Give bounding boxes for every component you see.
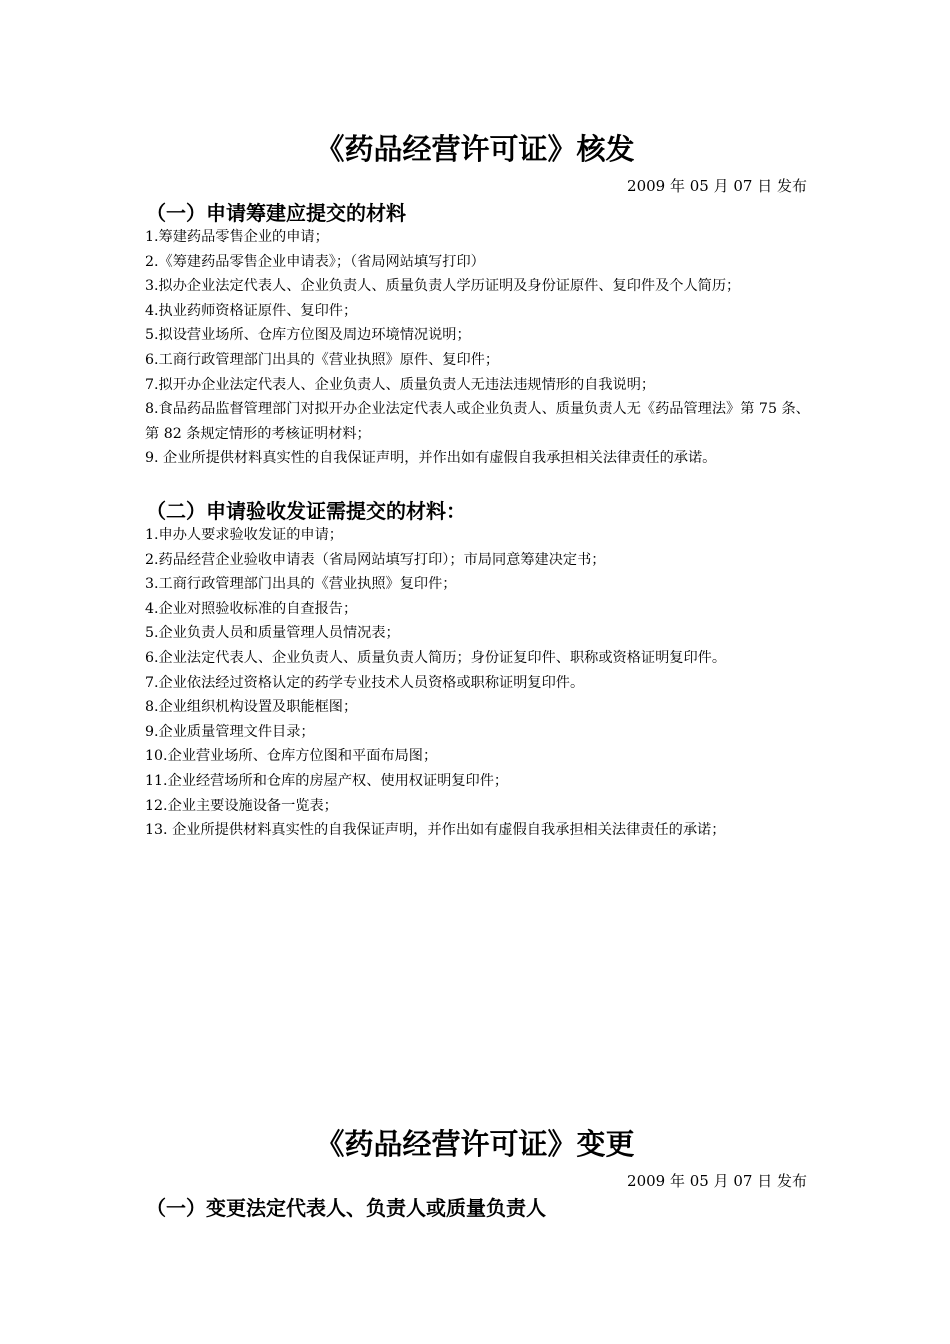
list-item: 4.企业对照验收标准的自查报告；: [145, 600, 358, 617]
list-item: 1.筹建药品零售企业的申请；: [145, 229, 329, 245]
acceptance-materials-list: [145, 523, 815, 843]
list-item: 8.企业组织机构设置及职能框图；: [145, 699, 358, 716]
list-item: 8.食品药品监督管理部门对拟开办企业法定代表人或企业负责人、质量负责人无《药品管理法》第 75 条、第 82 条规定情形的考核证明材料；: [145, 401, 810, 442]
list-item: 4.执业药师资格证原件、复印件；: [145, 302, 358, 319]
list-item: 6.企业法定代表人、企业负责人、质量负责人简历；身份证复印件、职称或资格证明复印件。: [145, 649, 727, 666]
list-item: 2.《筹建药品零售企业申请表》；（省局网站填写打印）: [145, 253, 485, 270]
publish-date-change: 2009 年 05 月 07 日 发布: [627, 1172, 807, 1190]
list-item: 7.拟开办企业法定代表人、企业负责人、质量负责人无违法违规情形的自我说明；: [145, 376, 656, 393]
list-item: 3.拟办企业法定代表人、企业负责人、质量负责人学历证明及身份证原件、复印件及个人简历；: [145, 278, 741, 295]
document-title-change: 《药品经营许可证》变更: [315, 1127, 635, 1161]
list-item: 5.拟设营业场所、仓库方位图及周边环境情况说明；: [145, 327, 471, 344]
preparation-materials-list: [145, 225, 815, 471]
list-item: 3.工商行政管理部门出具的《营业执照》复印件；: [145, 576, 457, 593]
list-item: 1.申办人要求验收发证的申请；: [145, 527, 343, 543]
section-heading-change-representative: （一）变更法定代表人、负责人或质量负责人: [146, 1196, 546, 1220]
list-item: 5.企业负责人员和质量管理人员情况表；: [145, 625, 400, 642]
list-item: 11.企业经营场所和仓库的房屋产权、使用权证明复印件；: [145, 772, 509, 789]
publish-date: 2009 年 05 月 07 日 发布: [627, 177, 807, 195]
list-item: 9. 企业所提供材料真实性的自我保证声明，并作出如有虚假自我承担相关法律责任的承诺。: [145, 450, 717, 467]
list-item: 12.企业主要设施设备一览表；: [145, 797, 338, 814]
list-item: 2.药品经营企业验收申请表（省局网站填写打印）；市局同意筹建决定书；: [145, 551, 606, 568]
list-item: 7.企业依法经过资格认定的药学专业技术人员资格或职称证明复印件。: [145, 674, 585, 691]
section-heading-acceptance-certification: （二）申请验收发证需提交的材料：: [146, 499, 466, 523]
section-heading-apply-preparation: （一）申请筹建应提交的材料: [146, 201, 406, 225]
list-item: 13. 企业所提供材料真实性的自我保证声明，并作出如有虚假自我承担相关法律责任的承诺；: [145, 822, 726, 839]
list-item: 6.工商行政管理部门出具的《营业执照》原件、复印件；: [145, 351, 500, 368]
list-item: 9.企业质量管理文件目录；: [145, 723, 315, 740]
list-item: 10.企业营业场所、仓库方位图和平面布局图；: [145, 748, 438, 765]
document-title: 《药品经营许可证》核发: [315, 132, 635, 166]
